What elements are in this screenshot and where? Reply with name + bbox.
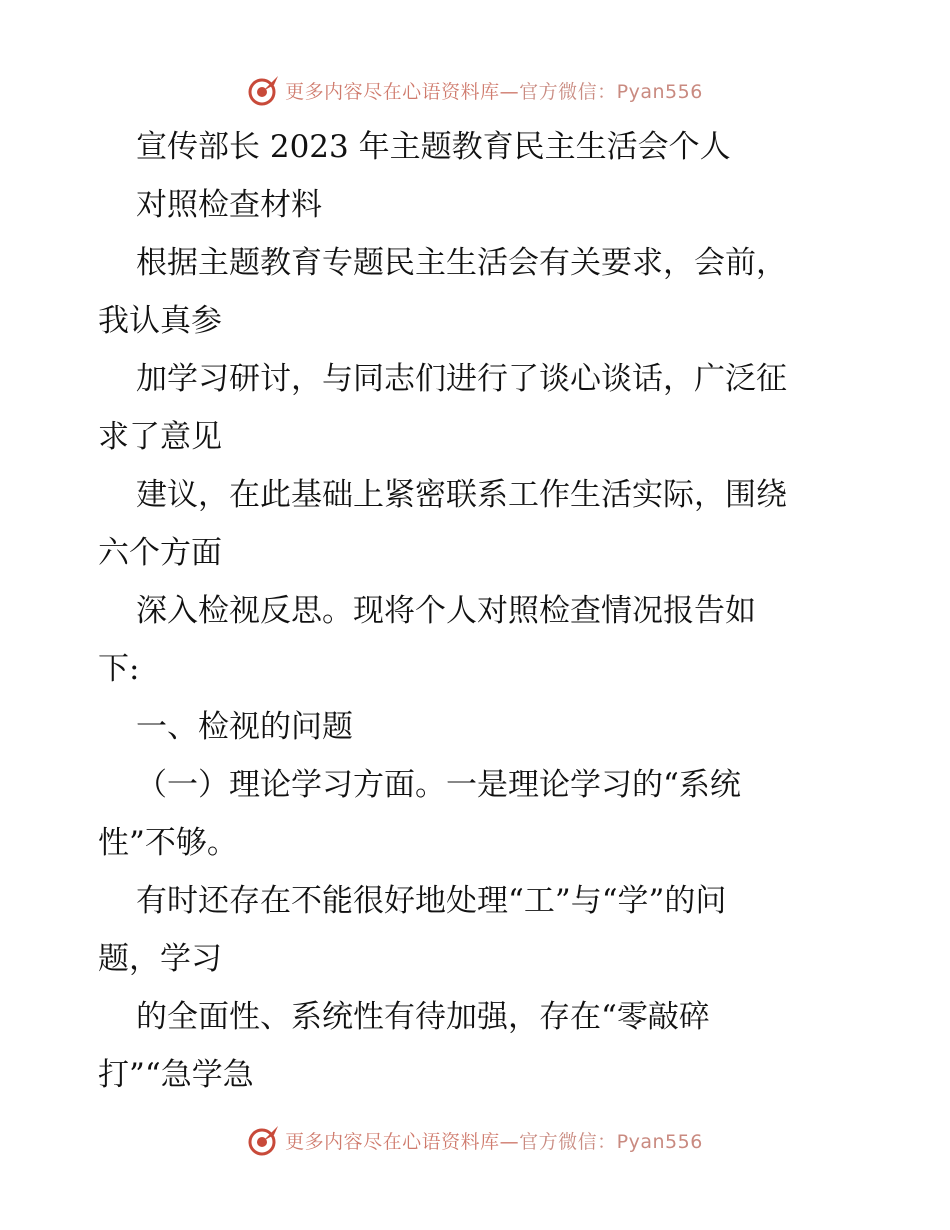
quill-logo-icon — [247, 1123, 281, 1157]
text-line: 下: — [98, 651, 140, 687]
banner-site-text: 更多内容尽在心语资料库— — [285, 1130, 520, 1153]
document-body — [98, 118, 858, 1104]
text-line: 我认真参 — [98, 303, 222, 339]
text-line: 深入检视反思。现将个人对照检查情况报告如 — [136, 593, 756, 629]
text-line: 加学习研讨，与同志们进行了谈心谈话，广泛征 — [136, 361, 787, 397]
banner-text — [285, 77, 703, 104]
text-line: 的全面性、系统性有待加强，存在“零敲碎 — [136, 999, 710, 1035]
text-line: 六个方面 — [98, 535, 222, 571]
banner-wechat-text: 官方微信：Pyan556 — [519, 1130, 703, 1153]
banner-text — [285, 1127, 703, 1154]
text-line: 有时还存在不能很好地处理“工”与“学”的问 — [136, 883, 727, 919]
text-line: 求了意见 — [98, 419, 222, 455]
text-line: 打”“急学急 — [98, 1057, 254, 1093]
footer-banner — [0, 1120, 950, 1160]
text-line: 建议，在此基础上紧密联系工作生活实际，围绕 — [136, 477, 787, 513]
banner-wechat-text: 官方微信：Pyan556 — [519, 80, 703, 103]
text-line: 题，学习 — [98, 941, 222, 977]
text-line: 对照检查材料 — [136, 187, 322, 223]
text-line: （一）理论学习方面。一是理论学习的“系统 — [136, 767, 741, 803]
text-line: 宣传部长 2023 年主题教育民主生活会个人 — [136, 129, 731, 165]
text-line: 一、检视的问题 — [136, 709, 353, 745]
header-banner — [0, 70, 950, 110]
text-line: 根据主题教育专题民主生活会有关要求，会前， — [136, 245, 787, 281]
quill-logo-icon — [247, 73, 281, 107]
text-line: 性”不够。 — [98, 825, 238, 861]
banner-site-text: 更多内容尽在心语资料库— — [285, 80, 520, 103]
